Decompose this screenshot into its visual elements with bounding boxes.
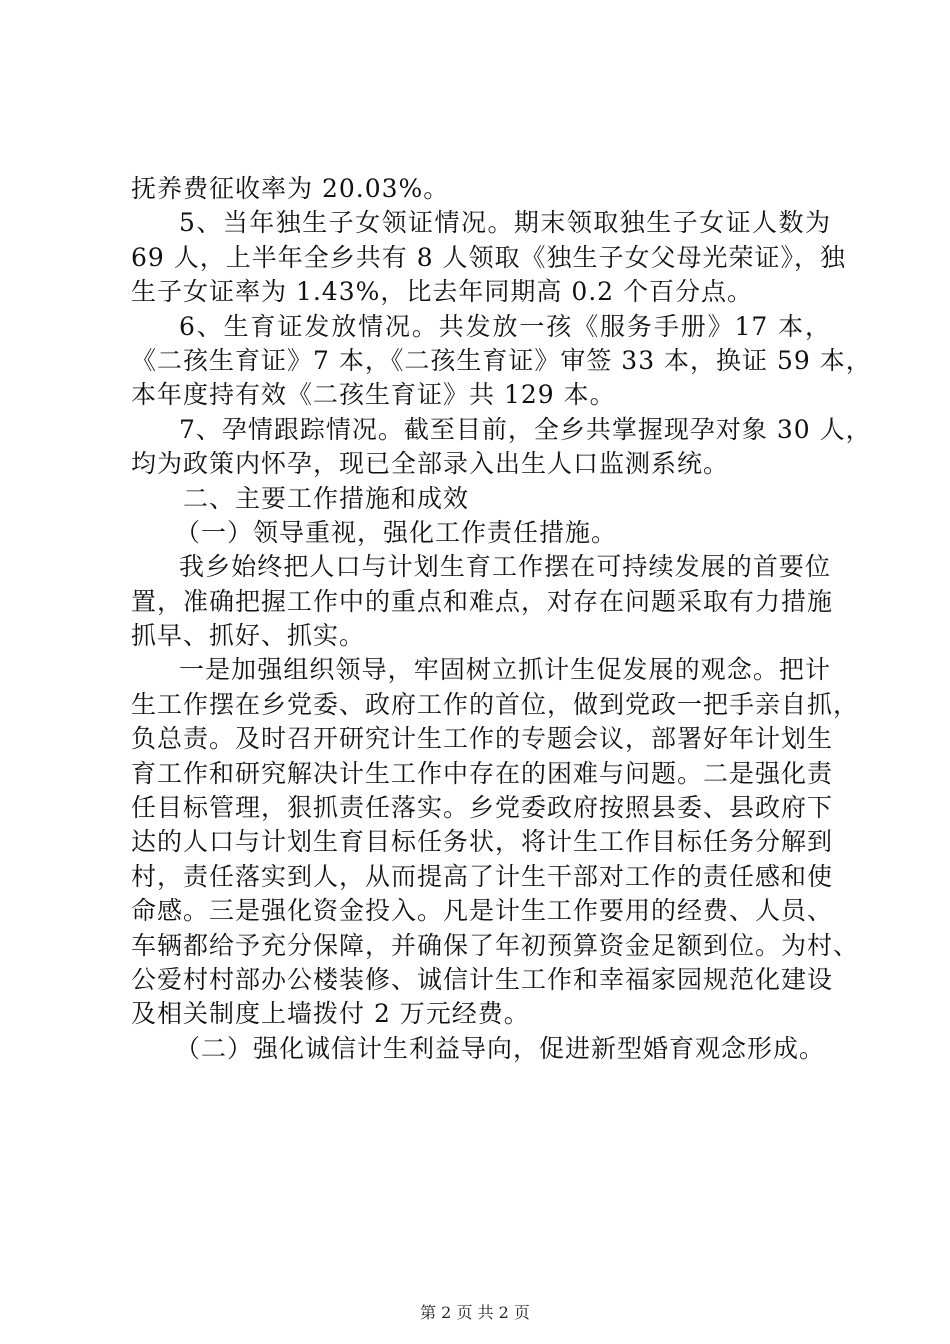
- text-line: 生子女证率为 1.43%，比去年同期高 0.2 个百分点。: [131, 277, 754, 307]
- text-line: 命感。三是强化资金投入。凡是计生工作要用的经费、人员、: [131, 896, 834, 926]
- text-line: 均为政策内怀孕，现已全部录入出生人口监测系统。: [131, 449, 730, 479]
- paragraph-item-7-line: 7、孕情跟踪情况。截至目前，全乡共掌握现孕对象 30 人，: [179, 414, 872, 444]
- text-line: 任目标管理，狠抓责任落实。乡党委政府按照县委、县政府下: [131, 793, 834, 823]
- paragraph-item-5-line: 5、当年独生子女领证情况。期末领取独生子女证人数为: [179, 208, 831, 238]
- document-body: [131, 172, 872, 1066]
- text-line: 本年度持有效《二孩生育证》共 129 本。: [131, 380, 616, 410]
- text-line: 公爱村村部办公楼装修、诚信计生工作和幸福家园规范化建设: [131, 964, 834, 994]
- text-line: 置，准确把握工作中的重点和难点，对存在问题采取有力措施: [131, 586, 834, 616]
- text-line: 抓早、抓好、抓实。: [131, 621, 366, 651]
- page-footer: [0, 1300, 950, 1323]
- page-number-label: 第 2 页 共 2 页: [420, 1303, 530, 1322]
- text-line: 及相关制度上墙拨付 2 万元经费。: [131, 999, 530, 1029]
- subsection-heading: （二）强化诚信计生利益导向，促进新型婚育观念形成。: [175, 1033, 826, 1063]
- text-line: 负总责。及时召开研究计生工作的专题会议，部署好年计划生: [131, 724, 834, 754]
- text-line: 育工作和研究解决计生工作中存在的困难与问题。二是强化责: [131, 758, 834, 788]
- text-line: 村，责任落实到人，从而提高了计生干部对工作的责任感和使: [131, 861, 834, 891]
- text-line: 生工作摆在乡党委、政府工作的首位，做到党政一把手亲自抓，: [131, 689, 860, 719]
- text-line: 达的人口与计划生育目标任务状，将计生工作目标任务分解到: [131, 827, 834, 857]
- text-line: 69 人，上半年全乡共有 8 人领取《独生子女父母光荣证》，独: [131, 242, 847, 272]
- section-heading: 二、主要工作措施和成效: [183, 483, 470, 513]
- paragraph-line: 我乡始终把人口与计划生育工作摆在可持续发展的首要位: [179, 552, 831, 582]
- text-line: 车辆都给予充分保障，并确保了年初预算资金足额到位。为村、: [131, 930, 860, 960]
- text-line: 抚养费征收率为 20.03%。: [131, 174, 450, 203]
- paragraph-item-6-line: 6、生育证发放情况。共发放一孩《服务手册》17 本，: [179, 311, 831, 341]
- paragraph-line: 一是加强组织领导，牢固树立抓计生促发展的观念。把计: [179, 655, 831, 685]
- subsection-heading: （一）领导重视，强化工作责任措施。: [175, 517, 618, 547]
- text-line: 《二孩生育证》7 本，《二孩生育证》审签 33 本，换证 59 本，: [131, 345, 872, 375]
